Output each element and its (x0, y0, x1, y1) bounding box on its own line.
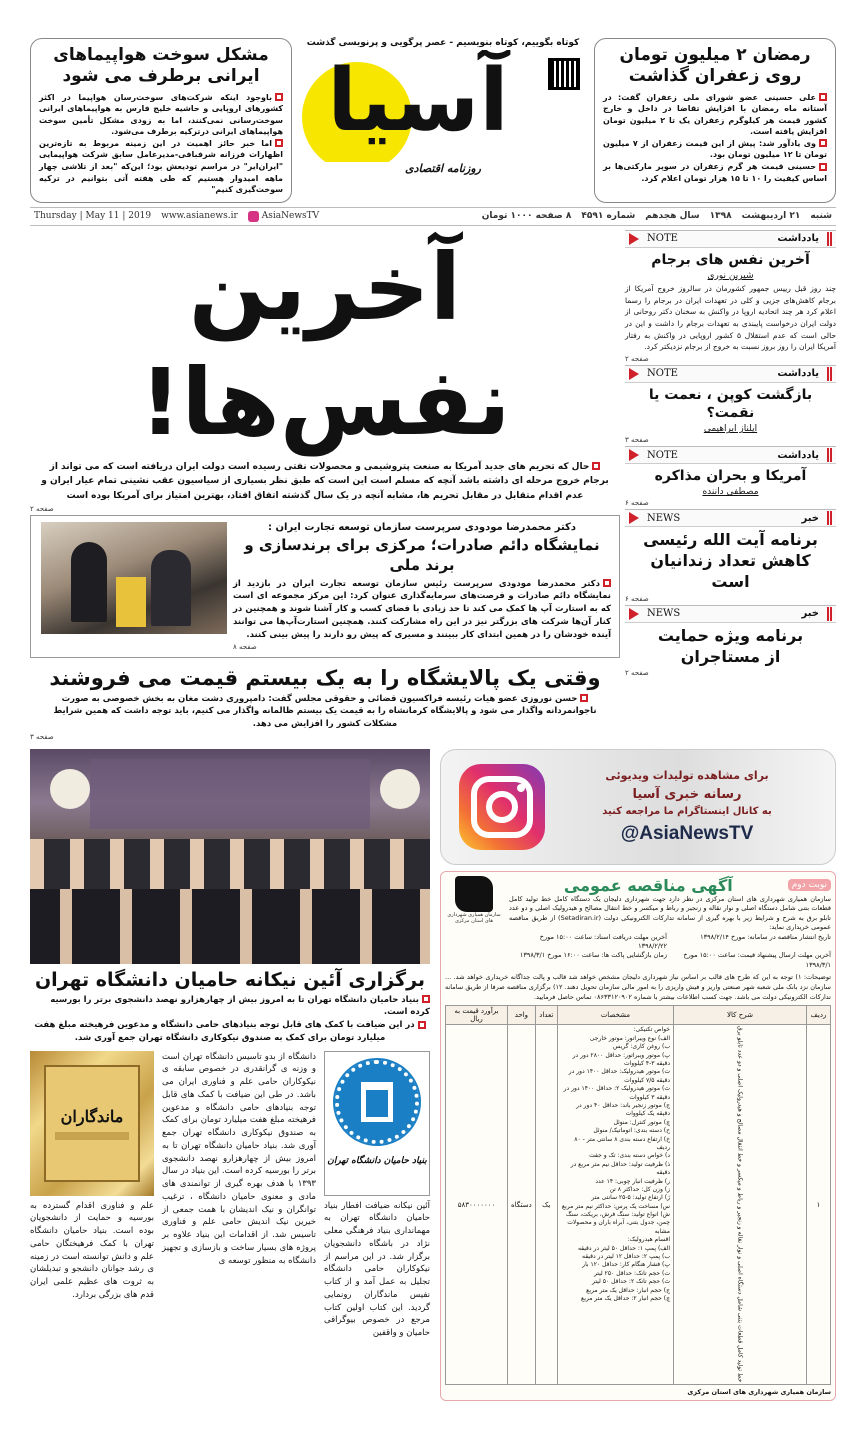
instagram-handle[interactable]: AsiaNewsTV (261, 211, 320, 222)
spec-line: د) خواص دسته بندی: تک و جفت (589, 1152, 670, 1160)
upper-body (30, 230, 836, 743)
spec-line: الف) نوع ویبراتور: موتور خارجی (589, 1034, 670, 1042)
box-title: رمضان ۲ میلیون تومان روی زعفران گذاشت (619, 45, 811, 87)
foundation-logo-caption: بنیاد حامیان دانشگاه تهران (327, 1155, 427, 1166)
tender-table (445, 1005, 831, 1384)
spec-line: ب) پمپ ۲: حداقل ۱۲ لیتر در دقیقه (582, 1253, 670, 1261)
spec-line: ذ) ظرفیت تولید: حداقل نیم متر مربع در دقیقه (570, 1160, 670, 1177)
page-ref: صفحه ۲ (625, 354, 649, 363)
page-ref: صفحه ۶ (625, 499, 649, 508)
triangle-icon (629, 368, 639, 380)
book-title: ماندگاران (60, 1106, 124, 1126)
slogan: کوتاه بگوییم، کوتاه بنویسیم - عصر پرگویی و پرنویسی گذشت (306, 38, 580, 48)
spec-line: چ) موتور کنترل: منوئل (613, 1118, 670, 1126)
insta-line-3: به کانال اینستاگرام ما مراجعه کنید (602, 806, 772, 818)
page-ref: صفحه ۳ (625, 436, 649, 445)
insta-handle[interactable]: @AsiaNewsTV (620, 823, 754, 845)
logo-subtitle: روزنامه اقتصادی (404, 162, 481, 175)
triangle-icon (629, 233, 639, 245)
logo-text: آسیا (327, 51, 509, 151)
tender-logo: سازمان همیاری شهرداری های استان مرکزی (445, 876, 503, 925)
event-photo (30, 749, 430, 964)
tender-title: آگهی مناقصه عمومی (563, 875, 733, 895)
sidebar-header-note: NOTE یادداشت (625, 230, 836, 248)
box-paragraph: اما خبر حائز اهمیت در این زمینه مربوط به تازه‌ترین اظهارات فرزانه شرفبافی-مدیرعامل سابق شرکت هواپیمایی "ایران‌ایر" در مراسم تودیعش بود؛ این‌که "بعد از تلاشی چهار ماهه امیدوار هستیم که طی هفته آتی بتوانیم در ترکیه سوخت‌گیری کنیم" (39, 138, 283, 195)
date-fa-year: ۱۳۹۸ (709, 211, 732, 222)
bullet-icon (275, 93, 283, 101)
logo (298, 50, 588, 162)
spec-line: ر) ظرفیت انبار چوبی: ۱۴ عدد (595, 1177, 670, 1185)
foundation-emblem-icon (335, 1060, 419, 1144)
triangle-icon (629, 449, 639, 461)
sidebar-title[interactable]: آمریکا و بحران مذاکره (654, 468, 807, 485)
main-headline[interactable]: آخرین نفس‌ها! (139, 233, 511, 456)
page-ref: صفحه ۸ (233, 643, 257, 652)
tender-header (445, 876, 831, 970)
spec-line: ج) موتور زنجیر باند: حداقل ۴۰ دور در دقیقه یک کیلووات (576, 1102, 670, 1118)
spec-line: ت) موتور هیدرولیک: حداقل ۱۴۰۰ دور در دقیقه ۷/۵ کیلووات (568, 1068, 670, 1084)
tender-intro: سازمان همیاری شهرداری های استان مرکزی در نظر دارد جهت شهرداری دلیجان یک دستگاه کامل خط تولید کامل قطعات بتنی شامل دستگاه اصلی و نوار نقاله و زنجیر و رباط و میکسر و خط انتقال مصالح و هیدرولیک اصلی و دو عدد تابلو برق به شرح و شرایط زیر با بهره گیری از سامانه تدارکات الکترونیکی دولت (Setadiran.ir) از طریق مناقصه عمومی خریداری نماید: (509, 894, 831, 932)
expo-story (30, 515, 620, 658)
page-ref: صفحه ۲ (625, 669, 649, 678)
sidebar-title[interactable]: برنامه ویژه حمایت از مستاجران (657, 625, 804, 666)
insta-line-2: رسانه خبری آسیا (632, 786, 742, 802)
sidebar-title[interactable]: بازگشت کوپن ، نعمت یا نقمت؟ (648, 386, 813, 421)
expo-title[interactable]: نمایشگاه دائم صادرات؛ مرکزی برای برندسازی و برند ملی (244, 536, 600, 575)
page-ref: صفحه ۶ (625, 594, 649, 603)
spec-line: الف) پمپ ۱: حداقل ۵۰ لیتر در دقیقه (577, 1244, 670, 1252)
university-bullet: بنیاد حامیان دانشگاه تهران تا به امروز بیش از چهارهزارو نهصد دانشجوی برتر را بورسیه کرده است. (50, 994, 430, 1018)
box-aircraft-fuel (30, 38, 292, 203)
sidebar-title[interactable]: برنامه آیت الله رئیسی کاهش تعداد زندانیان است (643, 530, 818, 591)
page-ref: صفحه ۲ (30, 505, 54, 514)
lower-body (30, 749, 836, 1401)
col-header: مشخصات (557, 1006, 673, 1025)
main-column (30, 230, 620, 743)
sidebar-header-note: NOTE یادداشت (625, 446, 836, 464)
bullet-icon (275, 139, 283, 147)
page-ref: صفحه ۳ (30, 732, 54, 741)
bullet-icon (418, 1021, 426, 1029)
box-paragraph: علی حسینی عضو شورای ملی زعفران گفت: در آستانه ماه رمضان با افزایش تقاضا در داخل و خارج کشور قیمت هر کیلوگرم زعفران یک تا ۲ میلیون تومان افزایش یافته است. (603, 92, 827, 137)
triangle-icon (629, 512, 639, 524)
bullet-icon (819, 139, 827, 147)
instagram-icon (248, 211, 259, 222)
header (30, 38, 836, 203)
spec-line: چ) حجم انبار ۲: حداقل یک متر مربع (581, 1294, 670, 1302)
col-header: شرح کالا (674, 1006, 807, 1025)
bullet-icon (819, 93, 827, 101)
box-paragraph: حسینی قیمت هر گرم زعفران در سوپر مارکتی‌ها بر اساس کیفیت را ۱۰ تا ۱۵ هزار تومان اعلام کرد. (603, 162, 827, 183)
box-paragraph: باوجود اینکه شرکت‌های سوخت‌رسان هواپیما در اکثر کشورهای اروپایی و حاشیه خلیج فارس به هواپیماهای ایرانی سوخت‌رسانی نمی‌کنند، اما به زودی مشکل تأمین سوخت هواپیماهای ایرانی درترکیه برطرف می‌شود. (39, 92, 283, 137)
right-column (324, 1051, 430, 1340)
university-title[interactable]: برگزاری آئین نیکانه حامیان دانشگاه تهران (34, 968, 426, 991)
tender-dates: تاریخ انتشار مناقصه در سامانه: مورخ ۱۳۹۸/۲/۱۴ آخرین مهلت دریافت اسناد: ساعت ۱۵:۰۰ مورخ ۱۳۹۸/۲/۲۲ آخرین مهلت ارسال پیشنهاد قیمت: ساعت ۱۵:۰۰ مورخ ۱۳۹۸/۳/۱ زمان بازگشایی پاکت ها: ساعت ۱۶:۰۰ مورخ ۱۳۹۸/۳/۱ (519, 932, 831, 969)
article-columns (30, 1051, 430, 1340)
spec-line: اقسام هیدرولیک: (627, 1236, 670, 1244)
bullet-icon (580, 694, 588, 702)
col-header: برآورد قیمت به ریال (446, 1006, 508, 1025)
triangle-icon (629, 608, 639, 620)
col-header: تعداد (535, 1006, 557, 1025)
university-bullet: در این ضیافت با کمک های قابل توجه بنیادهای حامی دانشگاه و مدعوین فرهیخته مبلغ هفت میلیارد تومان برای کمک به صندوق نیکوکاری دانشگاه تهران جمع آوری شد. (30, 1019, 430, 1045)
sidebar-author: شیرین نوری (707, 271, 754, 282)
expo-photo (41, 522, 227, 634)
spec-line: پ) فشار هنگام کار: حداقل ۱۲۰ بار (582, 1261, 670, 1269)
price: ۸ صفحه ۱۰۰۰ تومان (481, 211, 572, 222)
spec-line: ج) حجم انبار: حداقل یک متر مربع (586, 1286, 670, 1294)
refinery-title[interactable]: وقتی یک پالایشگاه را به یک بیستم قیمت می فروشند (49, 666, 601, 691)
tender-ad (440, 871, 836, 1401)
book-cover-image (30, 1051, 154, 1196)
tender-footer: سازمان همیاری شهرداری های استان مرکزی (687, 1387, 831, 1396)
article-column: دانشگاه از بدو تاسیس دانشگاه تهران است و وزنه ی گرانقدری در خصوص سابقه ی نیکوکاران حامی علم و فناوری ایران می باشد. در طی این ضیافت با کمک های قابل توجه بنیادهای حامی دانشگاه و مدعوین فرهیخته مبلغ هفت میلیارد تومان برای کمک به صندوق نیکوکاری دانشگاه تهران جمع آوری شد. بنیاد حامیان دانشگاه تهران تا به امروز بیش از چهارهزارو نهصد دانشجوی برتر را بورسیه کرده است. این بنیاد در سال ۱۳۹۳ با هدف بهره گیری از توانمندی های مادی و معنوی حامیان دانشگاه ، ترغیب توانگران و نیک اندیشان با همت جمعی از خیرین نیک اندیش حامی علم و فناوری تاسیس شد. از اقدامات این بنیاد علاوه بر پروژه های بسیار ساخت و بازسازی و تجهیز دانشگاه به منظور توسعه ی (162, 1051, 316, 1266)
table-row: ۱ خط تولید کامل قطعات بتنی شامل دستگاه اصلی و نوار نقاله و زنجیر و رباط و میکسر و خط انتقال مصالح و هیدرولیک اصلی و دو عدد تابلو برق خواص تکنیکی: الف) نوع ویبراتور: موتور خارجی ب) روغن کاری: گریس پ) موتور ویبراتور: حداقل ۲۸۰۰ دور در دقیقه ۳-۴ کیلووات ت) موتور هیدرولیک: حداقل ۱۴۰۰ دور در دقیقه ۷/۵ کیلووات ث) موتور هیدرولیک ۲: حداقل ۱۴۰۰ دور در دقیقه ۳ کیلووات ج) موتور زنجیر باند: حداقل ۴۰ دور در دقیقه یک کیلووات چ) موتور کنترل: منوئل ح) دسته بندی: اتوماتیک/ منوئل خ) ارتفاع دسته بندی ۸ سانتی متر - ۸۰ ردیف د) خواص دسته بندی: تک و جفت ذ) ظرفیت تولید: حداقل نیم متر مربع در دقیقه ر) ظرفیت انبار چوبی: ۱۴ عدد ز) وزن کل: حداکثر ۸ تن ژ) ارتفاع تولید: ۵-۲۵ سانتی متر س) مساحت یک پرس: حداکثر نیم متر مربع ش) انواع تولید: سنگ فرش، بریکت، سنگ چمن، جدول بتنی، آبراه باران و محصولات مشابه اقسام هیدرولیک: الف) پمپ ۱: حداقل ۵۰ لیتر در دقیقه ب) پمپ ۲: حداقل ۱۲ لیتر در دقیقه پ) فشار هنگام کار: حداقل ۱۲۰ بار ت) حجم تانک: حداقل ۲۵۰ لیتر ث) حجم تانک ۲: حداقل ۵۰ لیتر ج) حجم انبار: حداقل یک متر مربع چ) حجم انبار ۲: حداقل یک متر مربع یک دستگاه ۵۸۳۰۰۰۰۰۰۰ (446, 1025, 831, 1384)
spec-line: ش) انواع تولید: سنگ فرش، بریکت، سنگ چمن، جدول بتنی، آبراه باران و محصولات مشابه (565, 1211, 670, 1235)
sidebar (625, 230, 836, 679)
sidebar-body: چند روز قبل رییس جمهور کشورمان در سالروز خروج آمریکا از برجام کاهش‌های جزیی و کلی در تعهدات ایران در برجام را رسما اعلام کرد هر چند اتحادیه اروپا در واکنش به سخنان دکتر روحانی از دولت ایران درخواست پایبندی به تعهدات برجام را داشت و این در حالی است که عدم استقلال ۵ کشور اروپایی در واکنش به رفتار آمریکا ایران را روز بروز نسبت به خروج از برجام نزدیکتر کرد. (625, 284, 837, 352)
expo-kicker: دکتر محمدرضا مودودی سرپرست سازمان توسعه تجارت ایران : (268, 522, 576, 534)
sidebar-header-note: NOTE یادداشت (625, 365, 836, 383)
col-header: ردیف (807, 1006, 831, 1025)
spec-line: ح) دسته بندی: اتوماتیک/ منوئل (593, 1127, 670, 1135)
date-fa-day: شنبه (810, 211, 832, 222)
spec-line: پ) موتور ویبراتور: حداقل ۲۸۰۰ دور در دقیقه ۳-۴ کیلووات (572, 1051, 670, 1068)
spec-line: ث) موتور هیدرولیک ۲: حداقل ۱۴۰۰ دور در دقیقه ۳ کیلووات (563, 1085, 670, 1101)
spec-line: ژ) ارتفاع تولید: ۵-۲۵ سانتی متر (591, 1194, 670, 1202)
spec-line: خ) ارتفاع دسته بندی ۸ سانتی متر - ۸۰ ردیف (574, 1135, 670, 1151)
dateline (30, 207, 836, 226)
left-column (30, 1051, 154, 1302)
date-en: Thursday | May 11 | 2019 (34, 211, 152, 222)
date-fa: ۲۱ اردیبهشت (741, 211, 801, 222)
university-section (30, 749, 430, 1340)
spec-line: ز) وزن کل: حداکثر ۸ تن (609, 1185, 670, 1193)
spec-line: خواص تکنیکی: (633, 1026, 670, 1034)
spec-line: ث) حجم تانک ۲: حداقل ۵۰ لیتر (592, 1278, 670, 1286)
tender-badge: نوبت دوم (788, 879, 831, 891)
main-lead: حال که تحریم های جدید آمریکا به صنعت پتروشیمی و محصولات نفتی رسیده است دولت ایران دریافته است که می تواند از برجام خروج مرحله ای داشته باشد آنچه که مسلم است این است که طبق نظر بسیاری از سیاسیون عقب نشینی تمام عیار ایران و عدم اقدام متقابل در مقابل تحریم ها، مشابه آنچه در یک سال گذشته اتفاق افتاد، بهترین امتیاز برای آمریکا بوده است (41, 461, 609, 501)
sidebar-header-news: NEWS خبر (625, 605, 836, 623)
spec-line: س) مساحت یک پرس: حداکثر نیم متر مربع (561, 1202, 670, 1210)
bullet-icon (603, 579, 611, 587)
refinery-body: حسن نوروزی عضو هیات رئیسه فراکسیون قضائی و حقوقی مجلس گفت: دامپروری دشت مغان به بخش خصوصی به صورت ناجوانمردانه واگذار می شود و پالایشگاه کرمانشاه را به قیمت یک بیستم ظالمانه واگذار می کنیم، باید توجه داشت که همین شرایط مشکلات کشور را افزایش می دهد. (53, 693, 597, 730)
qr-code-icon (548, 58, 580, 90)
website-link[interactable]: www.asianews.ir (161, 211, 238, 222)
spec-line: ب) روغن کاری: گریس (613, 1043, 670, 1051)
instagram-icon (459, 764, 545, 850)
box-title: مشکل سوخت هواپیماهای ایرانی برطرف می شود (53, 45, 269, 87)
year: سال هجدهم (645, 211, 700, 222)
sidebar-header-news: NEWS خبر (625, 509, 836, 527)
box-paragraph: وی یادآور شد: پیش از این قیمت زعفران از ۷ میلیون تومان تا ۱۲ میلیون تومان بود. (603, 138, 827, 160)
article-column: علم و فناوری اقدام گسترده به بورسیه و حمایت از دانشجویان بوده است. بنیاد حامیان دانشگاه تهران با کمک فرهیختگان حامی علم و دانش توانسته است در زمینه ی رشد جوانان دانشجو و تبدیلشان به ثروت های عظیم علمی ایران قدم های بزرگی بردارد. (30, 1200, 154, 1300)
foundation-logo (324, 1051, 430, 1196)
insta-line-1: برای مشاهده تولیدات ویدیوئی (605, 769, 769, 783)
sidebar-title[interactable]: آخرین نفس های برجام (651, 251, 810, 268)
bullet-icon (592, 462, 600, 470)
issue-number: شماره ۴۵۹۱ (581, 211, 636, 222)
ads-column (440, 749, 836, 1401)
expo-body: دکتر محمدرضا مودودی سرپرست رئیس سازمان توسعه تجارت ایران در بازدید از نمایشگاه دائم صادرات و فرصت‌های سرمایه‌گذاری عنوان کرد: این مرکز مجموعه ای است که به استارت آپ ها کمک می کند تا حد زیادی با فضای کسب و کار آشنا شوند و همچنین در کنار آن‌ها شرکت های بزرگتر نیز در این راه مشارکت کنند. همچنین استارت‌آپ‌ها می توانند آینده خودشان را در همین ابتدای کار ببینند و مسیری که پیش رو دارند را پیش بینی کنند. (233, 578, 611, 640)
article-column: آئین نیکانه ضیافت افطار بنیاد حامیان دانشگاه تهران به مهمانداری بنیاد فرهنگی معلی نژاد در باشگاه دانشجویان برگزار شد. در این مراسم از نیکوکاران حامی دانشگاه تجلیل به عمل آمد و از کتاب نفیس ماندگاران رونمایی گردید. این کتاب اولین کتاب مرجع در خصوص بیوگرافی حامیان و واقفین (324, 1200, 430, 1338)
sidebar-author: مصطفی داننده (702, 487, 759, 498)
sidebar-author: ایلناز ابراهیمی (703, 424, 758, 435)
bullet-icon (422, 995, 430, 1003)
instagram-banner[interactable] (440, 749, 836, 865)
tender-notes: توضیحات: ۱) توجه به این که طرح های قالب بر اساس نیاز شهرداری دلیجان مشخص خواهد شد قالب و پالت جداگانه خریداری خواهد شد. ... سازمان نزد بانک ملی شعبه شهر صنعتی واریز و فیش واریزی را به امور مالی سازمان تحویل دهند. ۱۲) برگزاری مناقصه صرفا از طریق سامانه تدارکات الکترونیکی دولت می باشد. جهت کسب اطلاعات بیشتر با شماره ۰۸۶۳۳۱۲۰۹۰۲ تماس حاصل فرمایید. (445, 973, 832, 1001)
bullet-icon (819, 163, 827, 171)
spec-line: ت) حجم تانک: حداقل ۲۵۰ لیتر (593, 1269, 670, 1277)
box-saffron (594, 38, 836, 203)
masthead-logo (298, 38, 588, 203)
col-header: واحد (508, 1006, 536, 1025)
